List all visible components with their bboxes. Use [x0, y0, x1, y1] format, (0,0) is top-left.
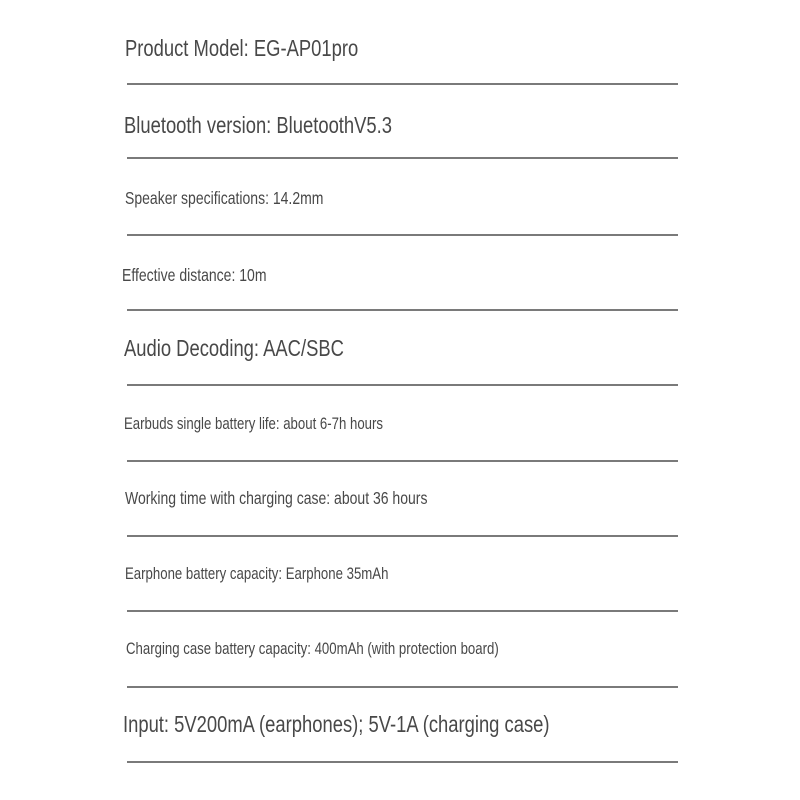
divider [127, 460, 678, 462]
spec-working-time: Working time with charging case: about 36 hours [125, 488, 428, 508]
spec-case-battery: Charging case battery capacity: 400mAh (with protection board) [126, 640, 499, 658]
spec-earphone-battery: Earphone battery capacity: Earphone 35mAh [125, 565, 389, 583]
spec-effective-distance: Effective distance: 10m [122, 265, 267, 285]
divider [127, 234, 678, 236]
spec-bluetooth-version: Bluetooth version: BluetoothV5.3 [124, 112, 393, 138]
spec-earbuds-battery-life: Earbuds single battery life: about 6-7h hours [124, 415, 384, 433]
divider [127, 686, 678, 688]
spec-product-model: Product Model: EG-AP01pro [125, 35, 359, 61]
divider [127, 83, 678, 85]
spec-audio-decoding: Audio Decoding: AAC/SBC [124, 335, 344, 361]
divider [127, 610, 678, 612]
divider [127, 535, 678, 537]
spec-speaker: Speaker specifications: 14.2mm [125, 188, 324, 208]
divider [127, 309, 678, 311]
spec-input: Input: 5V200mA (earphones); 5V-1A (charging case) [123, 711, 550, 737]
divider [127, 157, 678, 159]
divider [127, 384, 678, 386]
divider [127, 761, 678, 763]
